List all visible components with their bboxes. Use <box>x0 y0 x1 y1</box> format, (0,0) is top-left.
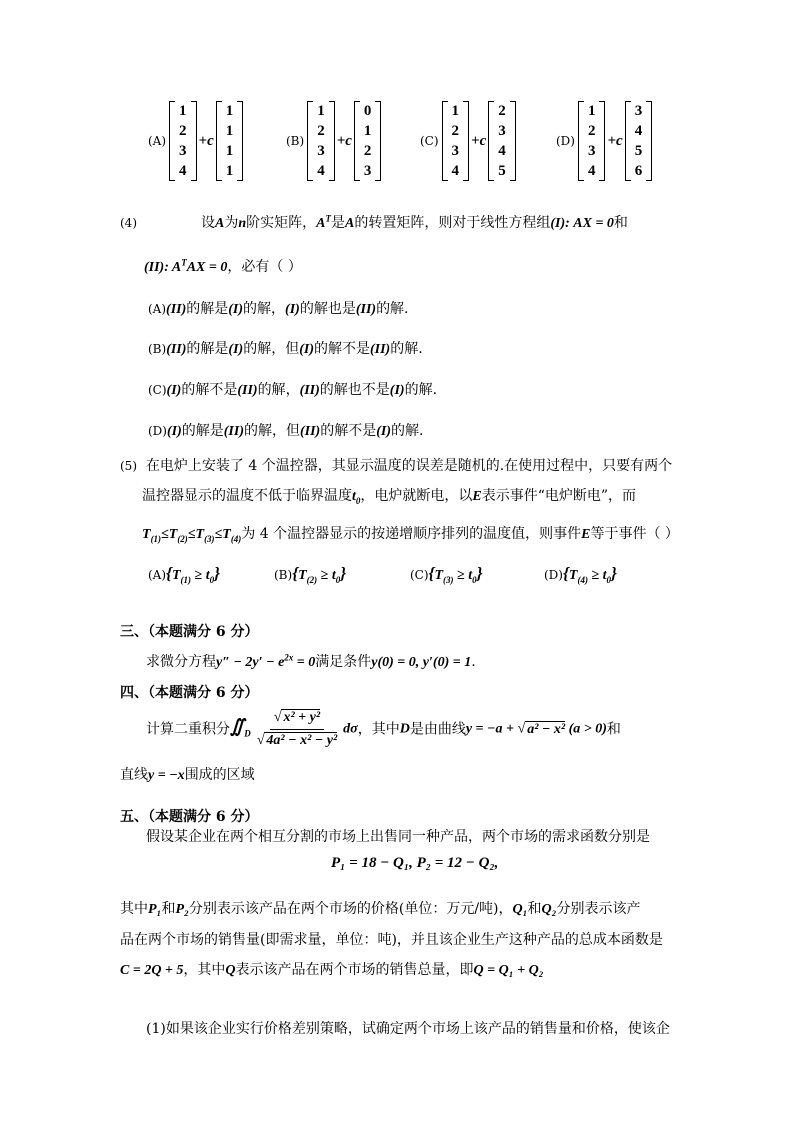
plus-c: +c <box>198 132 214 149</box>
column-vector <box>442 101 470 181</box>
vector-entry: 1 <box>363 123 372 139</box>
vector-entry: 5 <box>634 143 643 159</box>
vector-entry: 3 <box>363 163 372 179</box>
vector-entry: 1 <box>179 103 187 119</box>
column-vector <box>625 101 653 181</box>
vector-entry: 4 <box>317 163 325 179</box>
section-5-line4: C = 2Q + 5，其中Q表示该产品在两个市场的销售总量，即Q = Q₁ + Q₂ <box>120 962 544 978</box>
vector-entry: 1 <box>225 163 234 179</box>
vector-entry: 5 <box>498 163 506 179</box>
column-vector <box>578 101 606 181</box>
vector-entry: 1 <box>225 143 234 159</box>
plus-c: +c <box>471 132 487 149</box>
section-5-line2: 其中P₁和P₂分别表示该产品在两个市场的价格(单位：万元/吨)，Q₁和Q₂分别表示该产 <box>120 901 641 917</box>
vector-entry: 4 <box>498 143 506 159</box>
q4-option-c: (C)(I)的解不是(II)的解，(II)的解也不是(I)的解. <box>148 382 438 398</box>
column-vector <box>488 101 516 181</box>
section-3-title: 三、（本题满分 6 分） <box>120 624 259 640</box>
column-vector <box>216 101 244 181</box>
q3-option-d <box>556 101 652 181</box>
vector-entry: 4 <box>587 163 596 179</box>
vector-entry: 2 <box>317 123 325 139</box>
section-4-title: 四、（本题满分 6 分） <box>120 685 259 701</box>
vector-entry: 1 <box>451 103 460 119</box>
vector-entry: 0 <box>363 103 372 119</box>
vector-entry: 3 <box>587 143 596 159</box>
section-5-demand-eq: P₁ = 18 − Q₁, P₂ = 12 − Q₂, <box>331 855 499 871</box>
vector-entry: 2 <box>498 103 506 119</box>
section-4-line2: 直线y = −x围成的区域 <box>120 767 255 783</box>
vector-entry: 4 <box>634 123 643 139</box>
vector-entry: 2 <box>587 123 596 139</box>
q4-option-d: (D)(I)的解是(II)的解，但(II)的解不是(I)的解. <box>148 423 424 439</box>
vector-entry: 3 <box>179 143 187 159</box>
q5-option-d: $(D)\{T_{(4)} \ge t_0\}$ <box>544 564 617 585</box>
q3-option-c <box>420 101 516 181</box>
q5-line1: (5) 在电炉上安装了 4 个温控器，其显示温度的误差是随机的.在使用过程中，只要有两个 <box>120 458 673 474</box>
section-4-body: 计算二重积分$∬_D$ $\frac{\text{√ x² + y²}}{\text{√ 4a² − x² − y²}}$ dσ，其中D是由曲线y = −a + √ a² − x² (a > 0)和 <box>146 710 621 748</box>
q5-option-c: $(C)\{T_{(3)} \ge t_0\}$ <box>410 564 483 585</box>
vector-entry: 3 <box>498 123 506 139</box>
q4-option-a: (A)(II)的解是(I)的解，(I)的解也是(II)的解. <box>148 301 409 317</box>
option-label: (A) <box>148 134 167 148</box>
vector-entry: 2 <box>451 123 460 139</box>
vector-entry: 4 <box>451 163 460 179</box>
vector-entry: 3 <box>317 143 325 159</box>
q3-option-b <box>286 101 381 181</box>
q4-line1: (4) 设A为n阶实矩阵，$A^T$是A的转置矩阵，则对于线性方程组(I): AX = 0和 <box>120 213 628 231</box>
plus-c: +c <box>336 132 352 149</box>
option-label: (B) <box>286 134 305 148</box>
plus-c: +c <box>607 132 623 149</box>
vector-entry: 3 <box>451 143 460 159</box>
column-vector <box>307 101 335 181</box>
q4-line2: (II): $A^TAX = 0$，必有（ ） <box>144 257 302 275</box>
q5-line3: $T_{(1)}\le T_{(2)}\le T_{(3)}\le T_{(4)}$为 4 个温控器显示的按递增顺序排列的温度值，则事件E等于事件（ ） <box>142 526 679 544</box>
q5-line2: 温控器显示的温度不低于临界温度$t_0$，电炉就断电，以E表示事件“电炉断电”，而 <box>142 488 637 506</box>
section-3-body: 求微分方程$y'' - 2y' - e^{2x} = 0$满足条件y(0) = 0, y′(0) = 1. <box>146 652 476 670</box>
vector-entry: 1 <box>225 123 234 139</box>
vector-entry: 2 <box>363 143 372 159</box>
q5-option-a: $(A)\{T_{(1)} \ge t_0\}$ <box>148 564 221 585</box>
column-vector <box>169 101 197 181</box>
q3-option-a <box>148 101 243 181</box>
section-5-line5: (1)如果该企业实行价格差别策略，试确定两个市场上该产品的销售量和价格，使该企 <box>146 1021 670 1037</box>
vector-entry: 1 <box>225 103 234 119</box>
section-5-title: 五、（本题满分 6 分） <box>120 809 259 825</box>
section-5-line1: 假设某企业在两个相互分割的市场上出售同一种产品，两个市场的需求函数分别是 <box>146 829 650 845</box>
vector-entry: 1 <box>317 103 325 119</box>
q5-option-b: $(B)\{T_{(2)} \ge t_0\}$ <box>274 564 347 585</box>
vector-entry: 2 <box>179 123 187 139</box>
vector-entry: 1 <box>587 103 596 119</box>
vector-entry: 6 <box>634 163 643 179</box>
section-5-line3: 品在两个市场的销售量(即需求量，单位：吨)，并且该企业生产这种产品的总成本函数是 <box>120 932 663 948</box>
vector-entry: 3 <box>634 103 643 119</box>
option-label: (D) <box>556 134 575 148</box>
column-vector <box>354 101 382 181</box>
q4-option-b: (B)(II)的解是(I)的解，但(I)的解不是(II)的解. <box>148 341 423 357</box>
option-label: (C) <box>420 134 439 148</box>
vector-entry: 4 <box>179 163 187 179</box>
